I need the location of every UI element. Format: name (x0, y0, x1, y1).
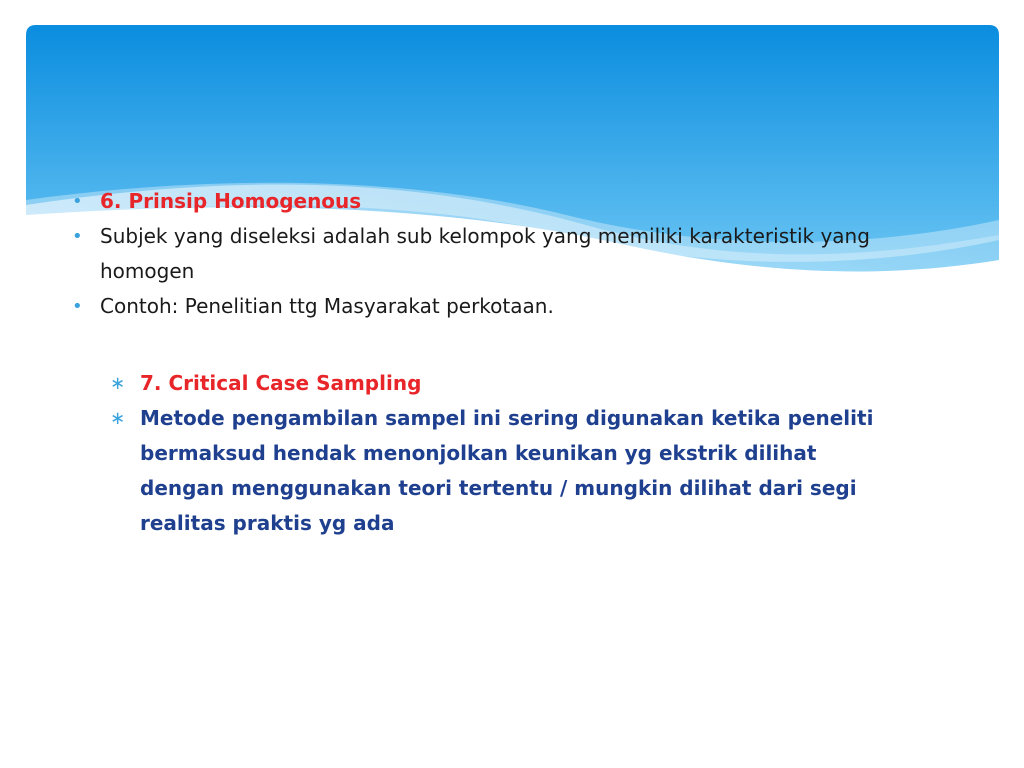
asterisk-bullet-icon: ∗ (110, 408, 126, 429)
bullet-list-level1 (70, 184, 970, 324)
list-item (110, 366, 970, 401)
bullet-list-level2 (110, 366, 970, 541)
slide-content (70, 184, 970, 541)
round-bullet-icon: • (72, 296, 83, 317)
round-bullet-icon: • (72, 226, 83, 247)
list-item (110, 401, 970, 541)
heading-critical-case-sampling: 7. Critical Case Sampling (140, 371, 422, 395)
list-item (70, 219, 970, 289)
round-bullet-icon: • (72, 191, 83, 212)
list-item (70, 184, 970, 219)
list-item-text: Metode pengambilan sampel ini sering digunakan ketika peneliti bermaksud hendak menonjolkan keunikan yg ekstrik dilihat dengan menggunakan teori tertentu / mungkin dilihat dari segi realitas praktis yg ada (140, 406, 874, 535)
list-item-text: Contoh: Penelitian ttg Masyarakat perkotaan. (100, 294, 554, 318)
asterisk-bullet-icon: ∗ (110, 373, 126, 394)
heading-prinsip-homogenous: 6. Prinsip Homogenous (100, 189, 362, 213)
list-item-text: Subjek yang diseleksi adalah sub kelompok yang memiliki karakteristik yang homogen (100, 224, 870, 283)
list-item (70, 289, 970, 324)
